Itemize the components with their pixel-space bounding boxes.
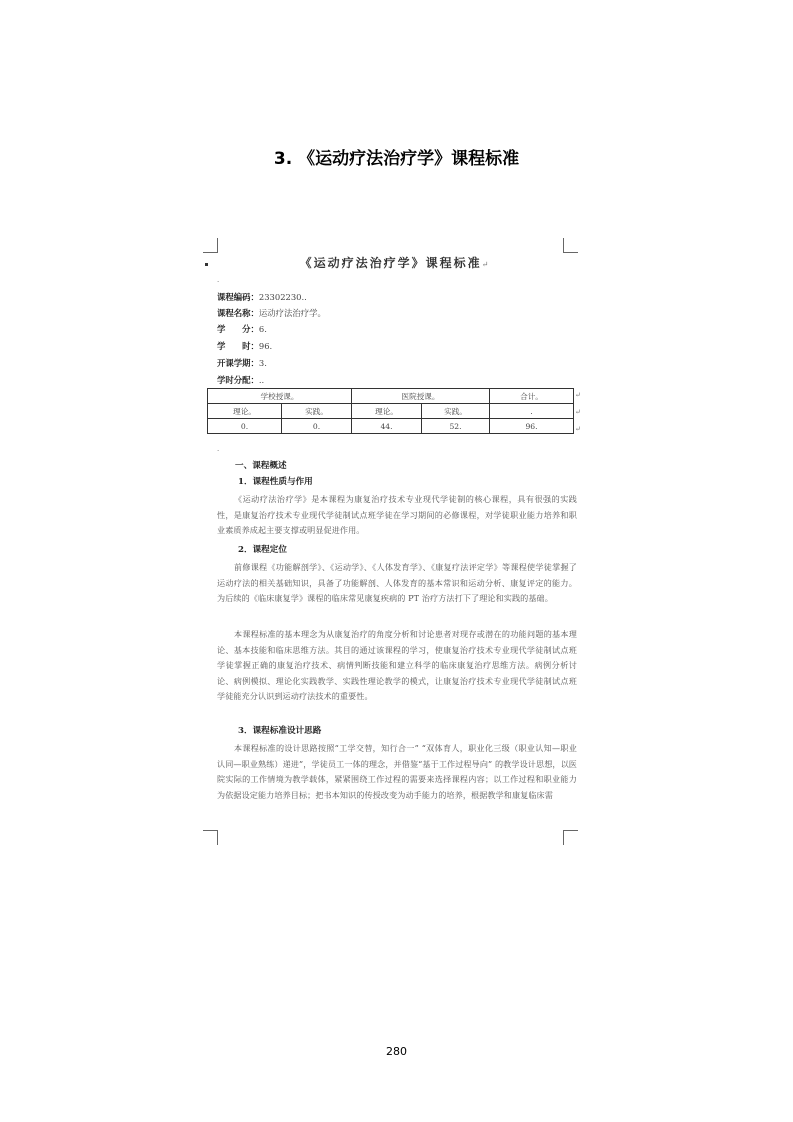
meta-credits: 学 分：6. (217, 324, 267, 334)
section-heading: 3．课程标准设计思路 (238, 726, 322, 736)
section-heading: 1．课程性质与作用 (238, 477, 313, 487)
table-cell: 0. (208, 419, 282, 434)
table-row (208, 389, 574, 404)
section-heading: 一、课程概述 (235, 461, 287, 471)
page-heading: 3. 《运动疗法治疗学》课程标准 (273, 149, 520, 169)
table-cell: . (490, 404, 574, 419)
paragraph-design: 本课程标准的设计思路按照“工学交替，知行合一” “双体育人，职业化三级（职业认知—职业认同—职业熟练）递进”，学徒员工一体的理念，并借鉴“基于工作过程导向” 的教学设计思想，以医院实际的工作情境为教学载体，紧紧围绕工作过程的需要来选择课程内容；以工作过程和职业能力为依据设定能力培养目标；把书本知识的传授改变为动手能力的培养，根据教学和康复临床需 (217, 743, 577, 800)
table-cell: 96. (490, 419, 574, 434)
row-mark: ↵ (575, 391, 581, 399)
table-cell: 52. (422, 419, 490, 434)
table-cell: 实践。 (422, 404, 490, 419)
table-cell: 0. (282, 419, 352, 434)
meta-semester: 开课学期：3. (217, 358, 267, 368)
table-row (208, 404, 574, 419)
paragraph-mark: ↵ (481, 260, 491, 269)
scanned-document (205, 248, 585, 828)
table-cell: 学校授课。 (208, 389, 352, 404)
meta-course-name: 课程名称：运动疗法治疗学。 (217, 308, 326, 318)
table-cell: 实践。 (282, 404, 352, 419)
document-title-text: 《运动疗法治疗学》课程标准 (299, 256, 482, 270)
table-row (208, 419, 574, 434)
page-number: 280 (386, 1045, 407, 1058)
table-cell: 医院授课。 (352, 389, 490, 404)
blank-line-mark: . (217, 445, 220, 453)
paragraph-position: 前修课程《功能解剖学》、《运动学》、《人体发育学》、《康复疗法评定学》等课程使学徒掌握了运动疗法的相关基础知识，具备了功能解剖、人体发育的基本常识和运动分析、康复评定的能力。为后续的《临床康复学》课程的临床常见康复疾病的 PT 治疗方法打下了理论和实践的基础。 (217, 562, 577, 603)
crop-mark-bottom-right (563, 830, 578, 845)
meta-hours: 学 时：96. (217, 341, 273, 351)
table-cell: 理论。 (352, 404, 422, 419)
table-cell: 44. (352, 419, 422, 434)
paragraph-concept: 本课程标准的基本理念为从康复治疗的角度分析和讨论患者对现存或潜在的功能问题的基本理论、基本技能和临床思维方法。其目的通过该课程的学习，使康复治疗技术专业现代学徒制试点班学徒掌握正确的康复治疗技术、病情判断技能和建立科学的临床康复治疗思维方法。病例分析讨论、病例模拟、理论化实践教学、实践性理论教学的模式，让康复治疗技术专业现代学徒制试点班学徒能充分认识到运动疗法技术的重要性。 (217, 629, 577, 701)
meta-hours-allocation: 学时分配：.. (217, 375, 265, 385)
table-cell: 合计。 (490, 389, 574, 404)
row-mark: ↵ (575, 408, 581, 416)
row-mark: ↵ (575, 425, 581, 433)
paragraph-nature: 《运动疗法治疗学》是本课程为康复治疗技术专业现代学徒制的核心课程，具有很强的实践性，是康复治疗技术专业现代学徒制试点班学徒在学习期间的必修课程，对学徒职业能力培养和职业素质养成起主要支撑或明显促进作用。 (217, 494, 577, 535)
crop-mark-bottom-left (203, 830, 218, 845)
document-title (205, 254, 585, 271)
section-heading: 2．课程定位 (238, 545, 287, 555)
table-cell: 理论。 (208, 404, 282, 419)
hours-table (207, 388, 574, 434)
blank-line-mark: . (217, 276, 220, 284)
meta-course-code: 课程编码：23302230.. (217, 292, 307, 302)
